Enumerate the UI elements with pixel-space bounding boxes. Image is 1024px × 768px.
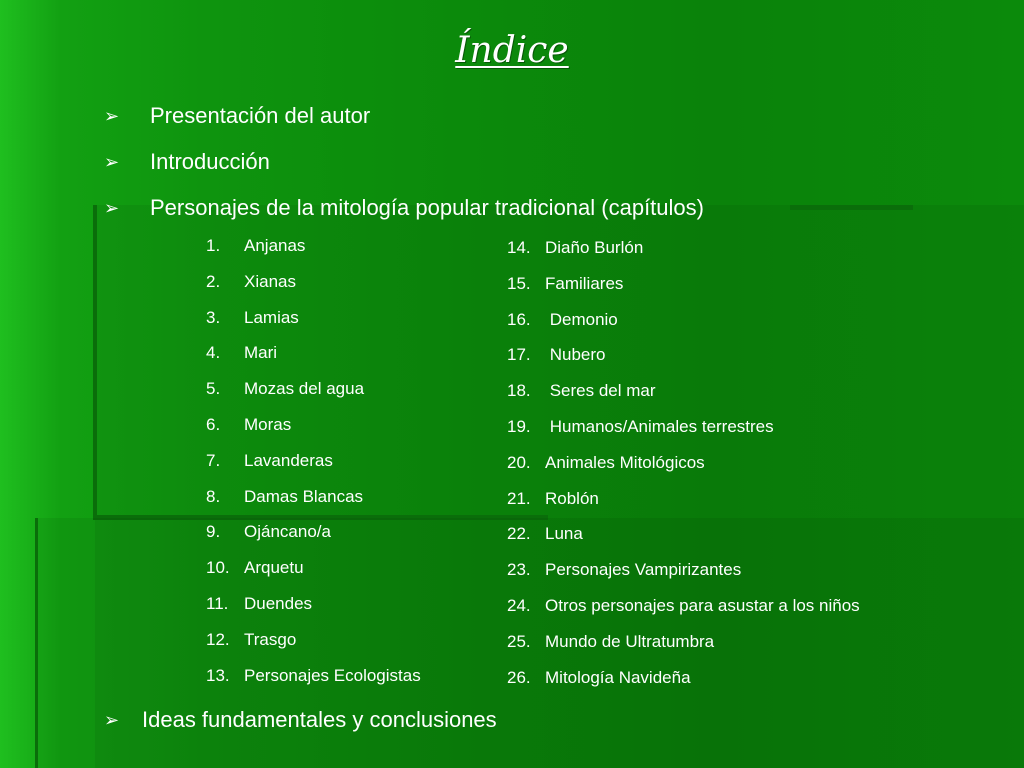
list-item-number: 18. <box>507 381 531 401</box>
list-item-number: 7. <box>206 450 221 470</box>
list-item <box>206 451 421 487</box>
list-item-label: Damas Blancas <box>244 486 364 506</box>
list-item <box>206 272 421 308</box>
list-item-number: 14. <box>507 238 531 257</box>
list-item-label: Roblón <box>545 488 599 508</box>
list-item-number: 25. <box>507 631 531 651</box>
list-item-number: 19. <box>507 416 531 436</box>
list-item <box>206 594 421 630</box>
list-item-label: Anjanas <box>244 236 306 255</box>
list-item-label: Mari <box>244 343 278 363</box>
list-item <box>507 524 860 560</box>
list-item <box>507 238 860 274</box>
list-item <box>507 489 860 525</box>
list-item-label: Lamias <box>244 307 299 327</box>
list-item-number: 17. <box>507 345 531 365</box>
list-item-label: Luna <box>545 524 583 544</box>
list-item-number: 13. <box>206 665 230 685</box>
list-item-label: Humanos/Animales terrestres <box>545 416 774 436</box>
list-item <box>206 236 421 272</box>
page-title: Índice <box>455 30 569 71</box>
list-item-label: Animales Mitológicos <box>545 452 705 472</box>
list-item-number: 23. <box>507 560 531 580</box>
list-item-number: 11. <box>206 593 229 613</box>
bullet-introduccion <box>104 149 270 175</box>
list-item-label: Mundo de Ultratumbra <box>545 631 715 651</box>
list-item-label: Mitología Navideña <box>545 667 691 687</box>
list-item <box>507 381 860 417</box>
list-item-number: 15. <box>507 273 531 293</box>
list-item-label: Familiares <box>545 273 624 293</box>
list-item-label: Moras <box>244 414 292 434</box>
list-item-number: 16. <box>507 309 531 329</box>
list-item-number: 9. <box>206 522 221 542</box>
list-item <box>206 308 421 344</box>
list-item-number: 21. <box>507 488 531 508</box>
bullet-ideas <box>104 707 497 733</box>
decorative-line-vertical-left <box>93 205 97 518</box>
arrow-bullet-icon: ➢ <box>104 710 120 730</box>
list-item-number: 6. <box>206 414 221 434</box>
list-item-number: 3. <box>206 307 221 327</box>
list-item-label: Ojáncano/a <box>244 522 331 542</box>
list-item-label: Lavanderas <box>244 450 333 470</box>
arrow-bullet-icon: ➢ <box>104 106 120 126</box>
list-item-number: 4. <box>206 343 221 363</box>
list-item <box>206 415 421 451</box>
list-item-number: 24. <box>507 595 531 615</box>
list-item-number: 20. <box>507 452 531 472</box>
bullet-label: Presentación del autor <box>150 103 371 128</box>
list-item-number: 1. <box>206 236 221 255</box>
list-item-number: 22. <box>507 524 531 544</box>
list-item-number: 10. <box>206 558 230 578</box>
list-item-number: 26. <box>507 667 531 687</box>
chapter-list-right <box>507 238 860 703</box>
list-item <box>206 666 421 702</box>
list-item <box>206 522 421 558</box>
bullet-label: Introducción <box>150 149 270 174</box>
list-item-label: Personajes Vampirizantes <box>545 560 742 580</box>
list-item <box>507 560 860 596</box>
list-item <box>507 274 860 310</box>
list-item-label: Mozas del agua <box>244 379 365 399</box>
list-item <box>206 487 421 523</box>
decorative-line-horizontal-top <box>790 205 913 210</box>
chapter-list-left <box>206 236 421 701</box>
list-item-label: Personajes Ecologistas <box>244 665 421 685</box>
bullet-label: Personajes de la mitología popular tradicional (capítulos) <box>150 195 704 220</box>
list-item <box>206 343 421 379</box>
list-item-label: Demonio <box>545 309 618 329</box>
list-item-number: 8. <box>206 486 221 506</box>
list-item-label: Trasgo <box>244 629 297 649</box>
decorative-line-vertical-lower <box>35 518 38 768</box>
list-item-label: Xianas <box>244 271 296 291</box>
list-item <box>507 453 860 489</box>
arrow-bullet-icon: ➢ <box>104 152 120 172</box>
list-item <box>507 345 860 381</box>
list-item <box>507 596 860 632</box>
list-item-label: Seres del mar <box>545 381 656 401</box>
list-item <box>507 417 860 453</box>
list-item-label: Duendes <box>244 593 313 613</box>
list-item <box>206 558 421 594</box>
list-item <box>507 632 860 668</box>
list-item <box>507 310 860 346</box>
list-item <box>206 379 421 415</box>
list-item <box>206 630 421 666</box>
list-item-label: Nubero <box>545 345 606 365</box>
bullet-label: Ideas fundamentales y conclusiones <box>142 707 497 732</box>
list-item-label: Arquetu <box>244 558 304 578</box>
bullet-personajes <box>104 195 704 221</box>
list-item-label: Otros personajes para asustar a los niños <box>545 595 860 615</box>
list-item-number: 5. <box>206 379 221 399</box>
arrow-bullet-icon: ➢ <box>104 198 120 218</box>
list-item-number: 2. <box>206 271 221 291</box>
list-item-number: 12. <box>206 629 230 649</box>
list-item-label: Diaño Burlón <box>545 238 644 257</box>
list-item <box>507 668 860 704</box>
bullet-presentacion <box>104 103 370 129</box>
